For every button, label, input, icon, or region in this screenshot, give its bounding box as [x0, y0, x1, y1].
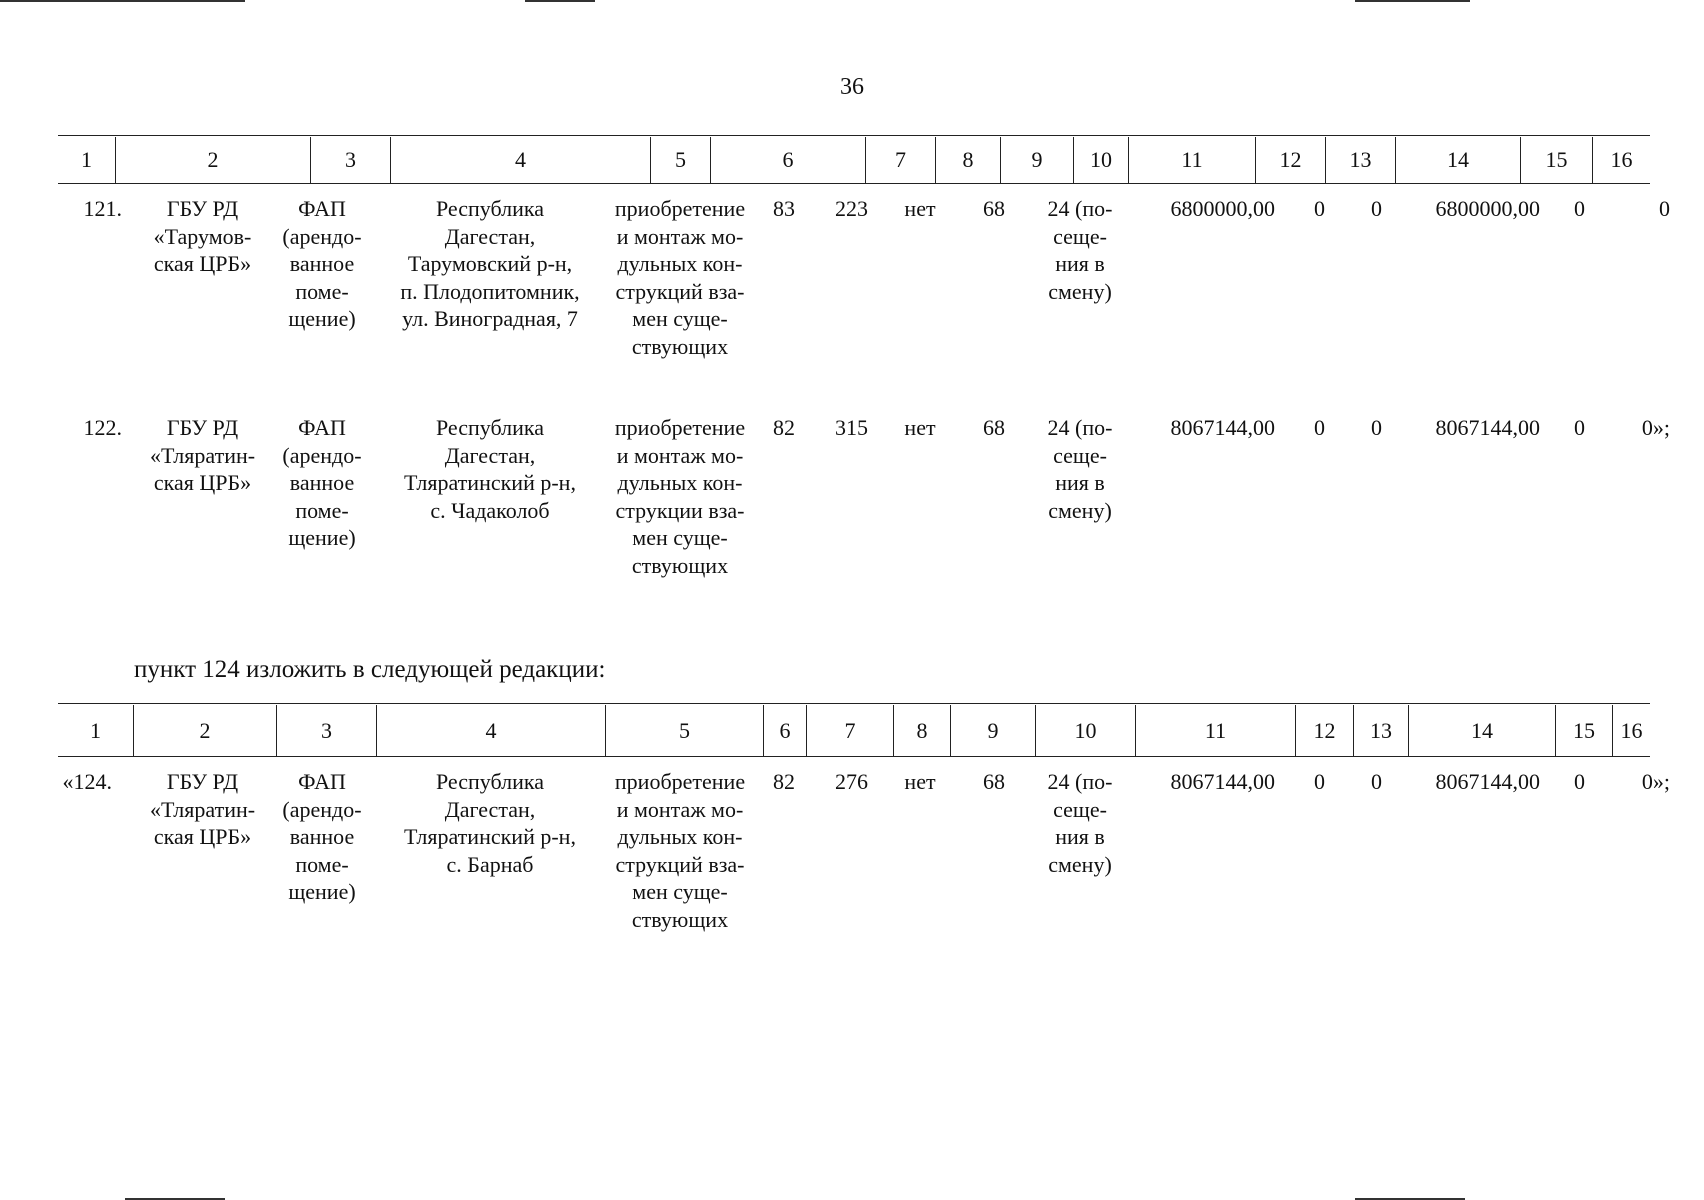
cell-col-9: 68 — [983, 415, 1005, 440]
cell-col-12: 0 — [1314, 415, 1325, 440]
cell-col-15: 0 — [1574, 196, 1585, 221]
header-cell-4: 4 — [376, 705, 605, 756]
cell-line: (арендо- — [282, 442, 362, 468]
cell-line: ствующих — [631, 333, 729, 359]
cell-line: Дагестан, — [444, 442, 536, 468]
cell-line: струкций вза- — [615, 851, 745, 877]
header-cell-7: 7 — [865, 137, 935, 183]
cell-line: Республика — [435, 196, 545, 221]
cell-line: приобретение — [614, 415, 746, 440]
cell-line: ул. Виноградная, 7 — [402, 306, 578, 331]
header-cell-7: 7 — [806, 705, 893, 756]
cell-line: ГБУ РД — [166, 415, 239, 440]
header-cell-6: 6 — [710, 137, 865, 183]
amendment-instruction: пункт 124 изложить в следующей редакции: — [134, 656, 606, 683]
header-cell-11: 11 — [1135, 705, 1295, 756]
cell-line: Тарумовский р-н, — [407, 251, 573, 276]
cell-line: ния в — [1055, 470, 1105, 495]
cell-col-11: 8067144,00 — [1170, 415, 1275, 440]
cell-line: поме- — [295, 851, 349, 877]
table2-header — [58, 705, 1650, 756]
cell-line: приобретение — [614, 769, 746, 794]
cell-line: дульных кон- — [617, 824, 743, 849]
cell-col-1: «124. — [62, 769, 112, 794]
table1-header — [58, 137, 1650, 183]
cell-col-2 — [130, 768, 275, 851]
cell-line: «Тляратин- — [149, 442, 256, 468]
header-cell-3: 3 — [276, 705, 376, 756]
cell-line: с. Чадаколоб — [430, 497, 550, 523]
header-cell-15: 15 — [1555, 705, 1612, 756]
cell-line: мен суще- — [632, 525, 728, 550]
header-cell-12: 12 — [1295, 705, 1353, 756]
cell-col-16: 0»; — [1641, 415, 1670, 440]
cell-line: ванное — [289, 251, 355, 276]
cell-col-1: 122. — [83, 415, 122, 440]
cell-line: сеще- — [1053, 796, 1107, 822]
cell-col-9: 68 — [983, 769, 1005, 794]
cell-line: ванное — [289, 824, 355, 849]
cell-line: и монтаж мо- — [616, 442, 744, 468]
cell-line: с. Барнаб — [446, 851, 534, 877]
cell-line: 24 (по- — [1047, 196, 1113, 221]
cell-col-4 — [380, 768, 600, 878]
table1-top-rule — [58, 135, 1650, 136]
scan-edge-mark — [0, 0, 245, 2]
header-cell-2: 2 — [115, 137, 310, 183]
cell-line: Тляратинский р-н, — [404, 824, 576, 849]
header-cell-10: 10 — [1035, 705, 1135, 756]
header-cell-16: 16 — [1592, 137, 1650, 183]
cell-line: сеще- — [1053, 223, 1107, 249]
cell-col-14: 6800000,00 — [1435, 196, 1540, 221]
cell-col-8: нет — [904, 769, 936, 794]
scan-edge-mark — [525, 0, 595, 2]
header-cell-4: 4 — [390, 137, 650, 183]
cell-col-13: 0 — [1371, 415, 1382, 440]
cell-col-1: 121. — [83, 196, 122, 221]
cell-col-13: 0 — [1371, 196, 1382, 221]
header-cell-8: 8 — [935, 137, 1000, 183]
cell-col-5 — [600, 195, 760, 360]
cell-line: Дагестан, — [444, 223, 536, 249]
table2-top-rule — [58, 703, 1650, 704]
cell-line: Дагестан, — [444, 796, 536, 822]
cell-col-6: 83 — [773, 196, 795, 221]
cell-line: «Тляратин- — [149, 796, 256, 822]
cell-col-12: 0 — [1314, 196, 1325, 221]
cell-line: щение) — [288, 306, 356, 331]
header-cell-13: 13 — [1325, 137, 1395, 183]
cell-line: струкции вза- — [615, 497, 745, 523]
cell-col-11: 6800000,00 — [1170, 196, 1275, 221]
cell-line: поме- — [295, 497, 349, 523]
cell-line: ГБУ РД — [166, 196, 239, 221]
header-cell-5: 5 — [605, 705, 763, 756]
cell-col-12: 0 — [1314, 769, 1325, 794]
header-cell-15: 15 — [1520, 137, 1592, 183]
cell-col-5 — [600, 414, 760, 579]
cell-line: (арендо- — [282, 223, 362, 249]
cell-line: «Тарумов- — [153, 223, 252, 249]
cell-line: ствующих — [631, 552, 729, 578]
cell-line: сеще- — [1053, 442, 1107, 468]
header-cell-5: 5 — [650, 137, 710, 183]
cell-line: (арендо- — [282, 796, 362, 822]
cell-line: мен суще- — [632, 879, 728, 904]
cell-col-7: 276 — [835, 769, 868, 794]
cell-col-15: 0 — [1574, 769, 1585, 794]
header-cell-1: 1 — [81, 147, 92, 172]
header-cell-9: 9 — [1000, 137, 1073, 183]
header-cell-9: 9 — [950, 705, 1035, 756]
table1-header-rule — [58, 183, 1650, 184]
header-cell-14: 14 — [1395, 137, 1520, 183]
header-cell-2: 2 — [133, 705, 276, 756]
cell-col-8: нет — [904, 415, 936, 440]
cell-col-3 — [272, 768, 372, 906]
page-number: 36 — [840, 74, 864, 100]
cell-col-14: 8067144,00 — [1435, 415, 1540, 440]
cell-line: ская ЦРБ» — [153, 470, 252, 495]
cell-col-4 — [380, 195, 600, 333]
cell-col-9: 68 — [983, 196, 1005, 221]
cell-col-10 — [1040, 768, 1120, 878]
cell-line: смену) — [1048, 497, 1112, 523]
cell-col-7: 315 — [835, 415, 868, 440]
cell-col-16: 0 — [1659, 196, 1670, 221]
cell-line: ская ЦРБ» — [153, 251, 252, 276]
cell-line: ния в — [1055, 824, 1105, 849]
cell-line: ствующих — [631, 906, 729, 932]
cell-line: ФАП — [298, 769, 346, 794]
cell-col-2 — [130, 195, 275, 278]
cell-line: Республика — [435, 415, 545, 440]
cell-line: приобретение — [614, 196, 746, 221]
header-cell-16: 16 — [1612, 705, 1650, 756]
cell-line: ванное — [289, 470, 355, 495]
cell-col-8: нет — [904, 196, 936, 221]
cell-col-10 — [1040, 195, 1120, 305]
cell-col-5 — [600, 768, 760, 933]
header-cell-13: 13 — [1353, 705, 1408, 756]
cell-line: ФАП — [298, 196, 346, 221]
cell-col-11: 8067144,00 — [1170, 769, 1275, 794]
cell-col-3 — [272, 195, 372, 333]
cell-line: ГБУ РД — [166, 769, 239, 794]
cell-line: ская ЦРБ» — [153, 824, 252, 849]
header-cell-10: 10 — [1073, 137, 1128, 183]
cell-col-14: 8067144,00 — [1435, 769, 1540, 794]
cell-col-15: 0 — [1574, 415, 1585, 440]
header-cell-12: 12 — [1255, 137, 1325, 183]
table2-header-rule — [58, 756, 1650, 757]
cell-col-16: 0»; — [1641, 769, 1670, 794]
header-cell-14: 14 — [1408, 705, 1555, 756]
header-cell-6: 6 — [763, 705, 806, 756]
cell-col-4 — [380, 414, 600, 524]
cell-line: Республика — [435, 769, 545, 794]
header-cell-1: 1 — [90, 717, 101, 743]
cell-line: щение) — [288, 525, 356, 550]
header-cell-11: 11 — [1128, 137, 1255, 183]
cell-line: смену) — [1048, 278, 1112, 304]
cell-col-13: 0 — [1371, 769, 1382, 794]
cell-line: и монтаж мо- — [616, 223, 744, 249]
cell-col-10 — [1040, 414, 1120, 524]
cell-col-6: 82 — [773, 415, 795, 440]
cell-line: поме- — [295, 278, 349, 304]
cell-line: 24 (по- — [1047, 769, 1113, 794]
cell-line: Тляратинский р-н, — [404, 470, 576, 495]
cell-line: и монтаж мо- — [616, 796, 744, 822]
cell-line: щение) — [288, 879, 356, 904]
cell-col-2 — [130, 414, 275, 497]
cell-line: ФАП — [298, 415, 346, 440]
cell-line: 24 (по- — [1047, 415, 1113, 440]
cell-col-7: 223 — [835, 196, 868, 221]
cell-line: п. Плодопитомник, — [400, 278, 580, 304]
cell-col-6: 82 — [773, 769, 795, 794]
cell-line: струкций вза- — [615, 278, 745, 304]
header-cell-8: 8 — [893, 705, 950, 756]
header-cell-3: 3 — [310, 137, 390, 183]
cell-line: мен суще- — [632, 306, 728, 331]
cell-line: ния в — [1055, 251, 1105, 276]
cell-line: дульных кон- — [617, 251, 743, 276]
scan-edge-mark — [1355, 0, 1470, 2]
cell-col-3 — [272, 414, 372, 552]
cell-line: смену) — [1048, 851, 1112, 877]
cell-line: дульных кон- — [617, 470, 743, 495]
